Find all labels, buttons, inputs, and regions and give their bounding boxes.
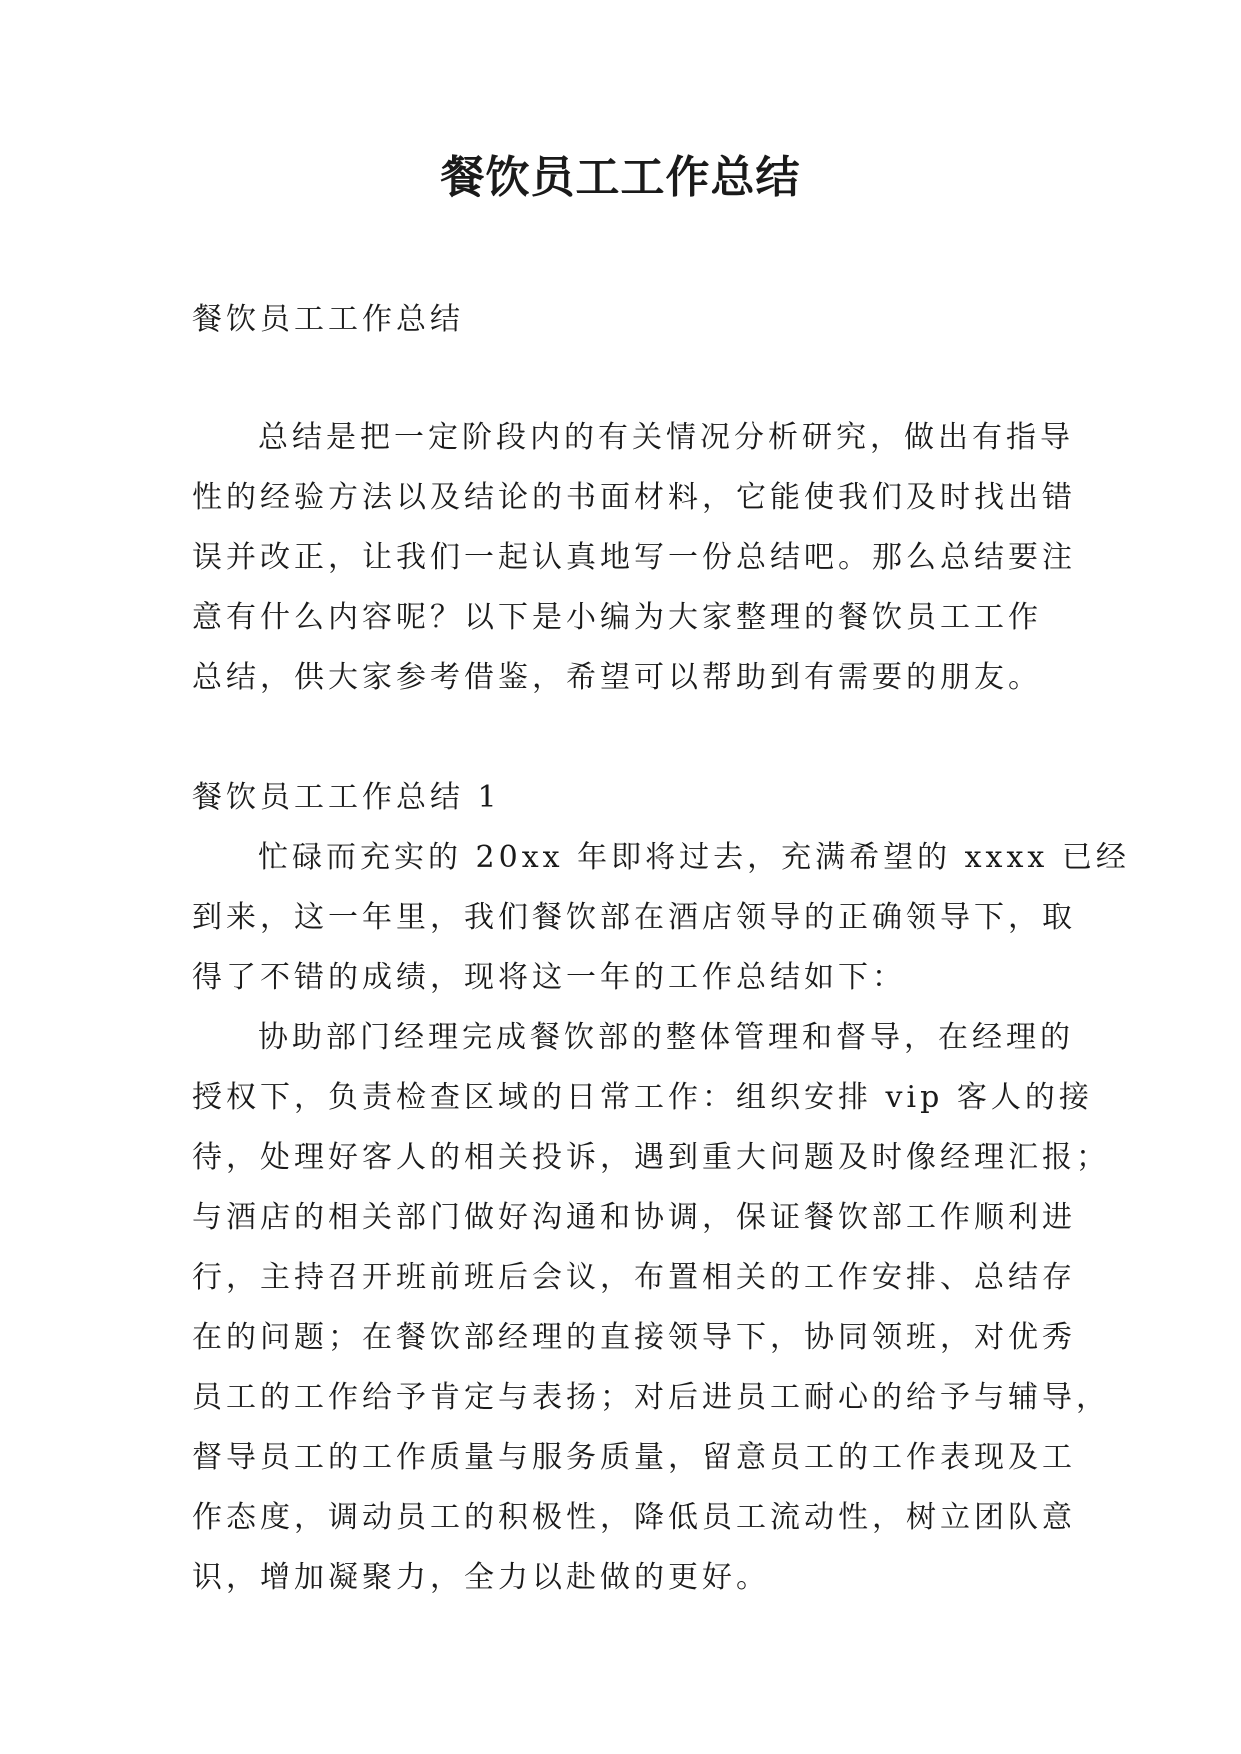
text-line: 待，处理好客人的相关投诉，遇到重大问题及时像经理汇报； bbox=[192, 1140, 1110, 1175]
section-paragraph-2 bbox=[192, 1008, 1110, 1608]
document-body bbox=[192, 290, 1130, 1608]
section-paragraph-1 bbox=[192, 828, 1130, 1008]
text-line: 性的经验方法以及结论的书面材料，它能使我们及时找出错 bbox=[192, 480, 1076, 515]
intro-paragraph bbox=[192, 408, 1076, 708]
text-line: 到来，这一年里，我们餐饮部在酒店领导的正确领导下，取 bbox=[192, 900, 1076, 935]
text-line: 授权下，负责检查区域的日常工作：组织安排 vip 客人的接 bbox=[192, 1080, 1093, 1115]
text-line: 员工的工作给予肯定与表扬；对后进员工耐心的给予与辅导， bbox=[192, 1380, 1110, 1415]
text-line: 忙碌而充实的 20xx 年即将过去，充满希望的 xxxx 已经 bbox=[258, 840, 1130, 875]
text-line: 总结，供大家参考借鉴，希望可以帮助到有需要的朋友。 bbox=[192, 660, 1042, 695]
document-subtitle: 餐饮员工工作总结 bbox=[192, 302, 464, 337]
text-line: 督导员工的工作质量与服务质量，留意员工的工作表现及工 bbox=[192, 1440, 1076, 1475]
text-line: 误并改正，让我们一起认真地写一份总结吧。那么总结要注 bbox=[192, 540, 1076, 575]
text-line: 在的问题；在餐饮部经理的直接领导下，协同领班，对优秀 bbox=[192, 1320, 1076, 1355]
page-title: 餐饮员工工作总结 bbox=[440, 152, 801, 203]
text-line: 作态度，调动员工的积极性，降低员工流动性，树立团队意 bbox=[192, 1500, 1076, 1535]
section-heading: 餐饮员工工作总结 1 bbox=[192, 780, 501, 815]
text-line: 行，主持召开班前班后会议，布置相关的工作安排、总结存 bbox=[192, 1260, 1076, 1295]
text-line: 得了不错的成绩，现将这一年的工作总结如下： bbox=[192, 960, 906, 995]
text-line: 意有什么内容呢？以下是小编为大家整理的餐饮员工工作 bbox=[192, 600, 1042, 635]
text-line: 与酒店的相关部门做好沟通和协调，保证餐饮部工作顺利进 bbox=[192, 1200, 1076, 1235]
text-line: 识，增加凝聚力，全力以赴做的更好。 bbox=[192, 1560, 770, 1595]
text-line: 总结是把一定阶段内的有关情况分析研究，做出有指导 bbox=[258, 420, 1074, 455]
text-line: 协助部门经理完成餐饮部的整体管理和督导，在经理的 bbox=[258, 1020, 1074, 1055]
